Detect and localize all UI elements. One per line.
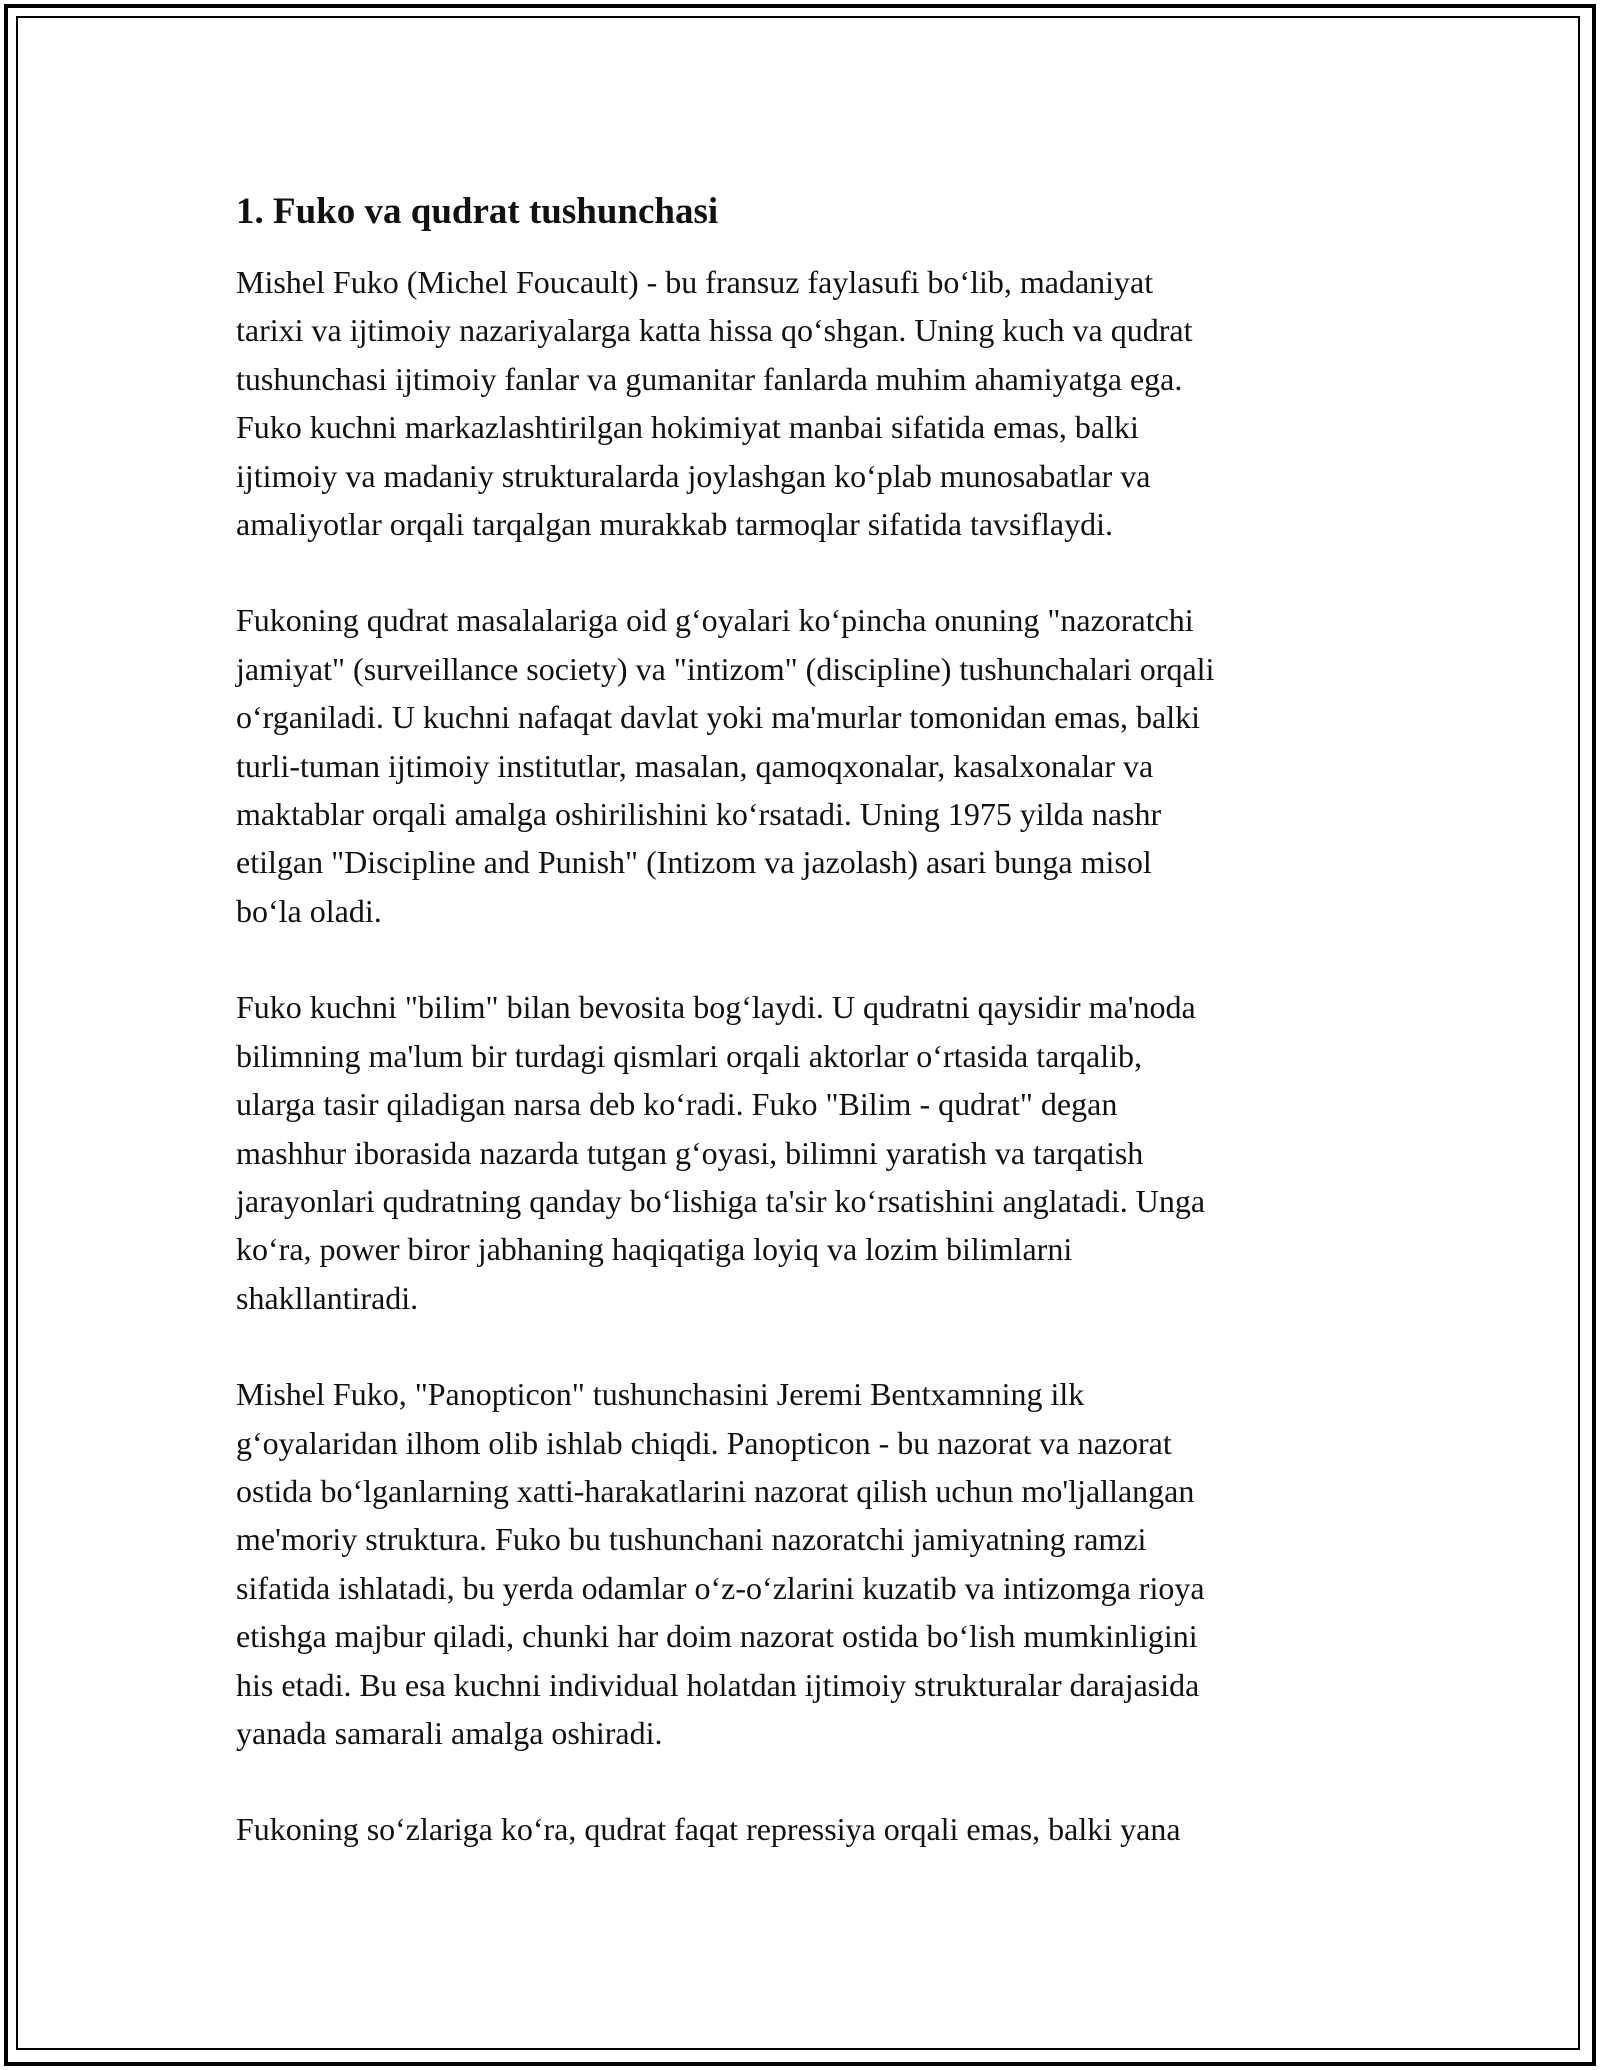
paragraph-4: Mishel Fuko, "Panopticon" tushunchasini Jeremi Bentxamning ilk g‘oyalaridan ilhom olib ishlab chiqdi. Panopticon - bu nazorat va nazorat ostida bo‘lganlarning xatti-harakatlarini nazorat qilish uchun mo'ljallangan me'moriy struktura. Fuko bu tushunchani nazoratchi jamiyatning ramzi sifatida ishlatadi, bu yerda odamlar o‘z-o‘zlarini kuzatib va intizomga rioya etishga majbur qiladi, chunki har doim nazorat ostida bo‘lish mumkinligini his etadi. Bu esa kuchni individual holatdan ijtimoiy strukturalar darajasida yanada samarali amalga oshiradi. (236, 1376, 1205, 1751)
document-body (236, 186, 1376, 1902)
paragraph-3: Fuko kuchni "bilim" bilan bevosita bog‘laydi. U qudratni qaysidir ma'noda bilimning ma'lum bir turdagi qismlari orqali aktorlar o‘rtasida tarqalib, ularga tasir qiladigan narsa deb ko‘radi. Fuko "Bilim - qudrat" degan mashhur iborasida nazarda tutgan g‘oyasi, bilimni yaratish va tarqatish jarayonlari qudratning qanday bo‘lishiga ta'sir ko‘rsatishini anglatadi. Unga ko‘ra, power biror jabhaning haqiqatiga loyiq va lozim bilimlarni shakllantiradi. (236, 989, 1206, 1316)
section-heading: 1. Fuko va qudrat tushunchasi (236, 191, 719, 232)
paragraph-1: Mishel Fuko (Michel Foucault) - bu fransuz faylasufi bo‘lib, madaniyat tarixi va ijtimoiy nazariyalarga katta hissa qo‘shgan. Uning kuch va qudrat tushunchasi ijtimoiy fanlar va gumanitar fanlarda muhim ahamiyatga ega. Fuko kuchni markazlashtirilgan hokimiyat manbai sifatida emas, balki ijtimoiy va madaniy strukturalarda joylashgan ko‘plab munosabatlar va amaliyotlar orqali tarqalgan murakkab tarmoqlar sifatida tavsiflaydi. (236, 264, 1193, 543)
paragraph-2: Fukoning qudrat masalalariga oid g‘oyalari ko‘pincha onuning "nazoratchi jamiyat" (surveillance society) va "intizom" (discipline) tushunchalari orqali o‘rganiladi. U kuchni nafaqat davlat yoki ma'murlar tomonidan emas, balki turli-tuman ijtimoiy institutlar, masalan, qamoqxonalar, kasalxonalar va maktablar orqali amalga oshirilishini ko‘rsatadi. Uning 1975 yilda nashr etilgan "Discipline and Punish" (Intizom va jazolash) asari bunga misol bo‘la oladi. (236, 602, 1215, 929)
paragraph-5: Fukoning so‘zlariga ko‘ra, qudrat faqat repressiya orqali emas, balki yana (236, 1811, 1181, 1848)
